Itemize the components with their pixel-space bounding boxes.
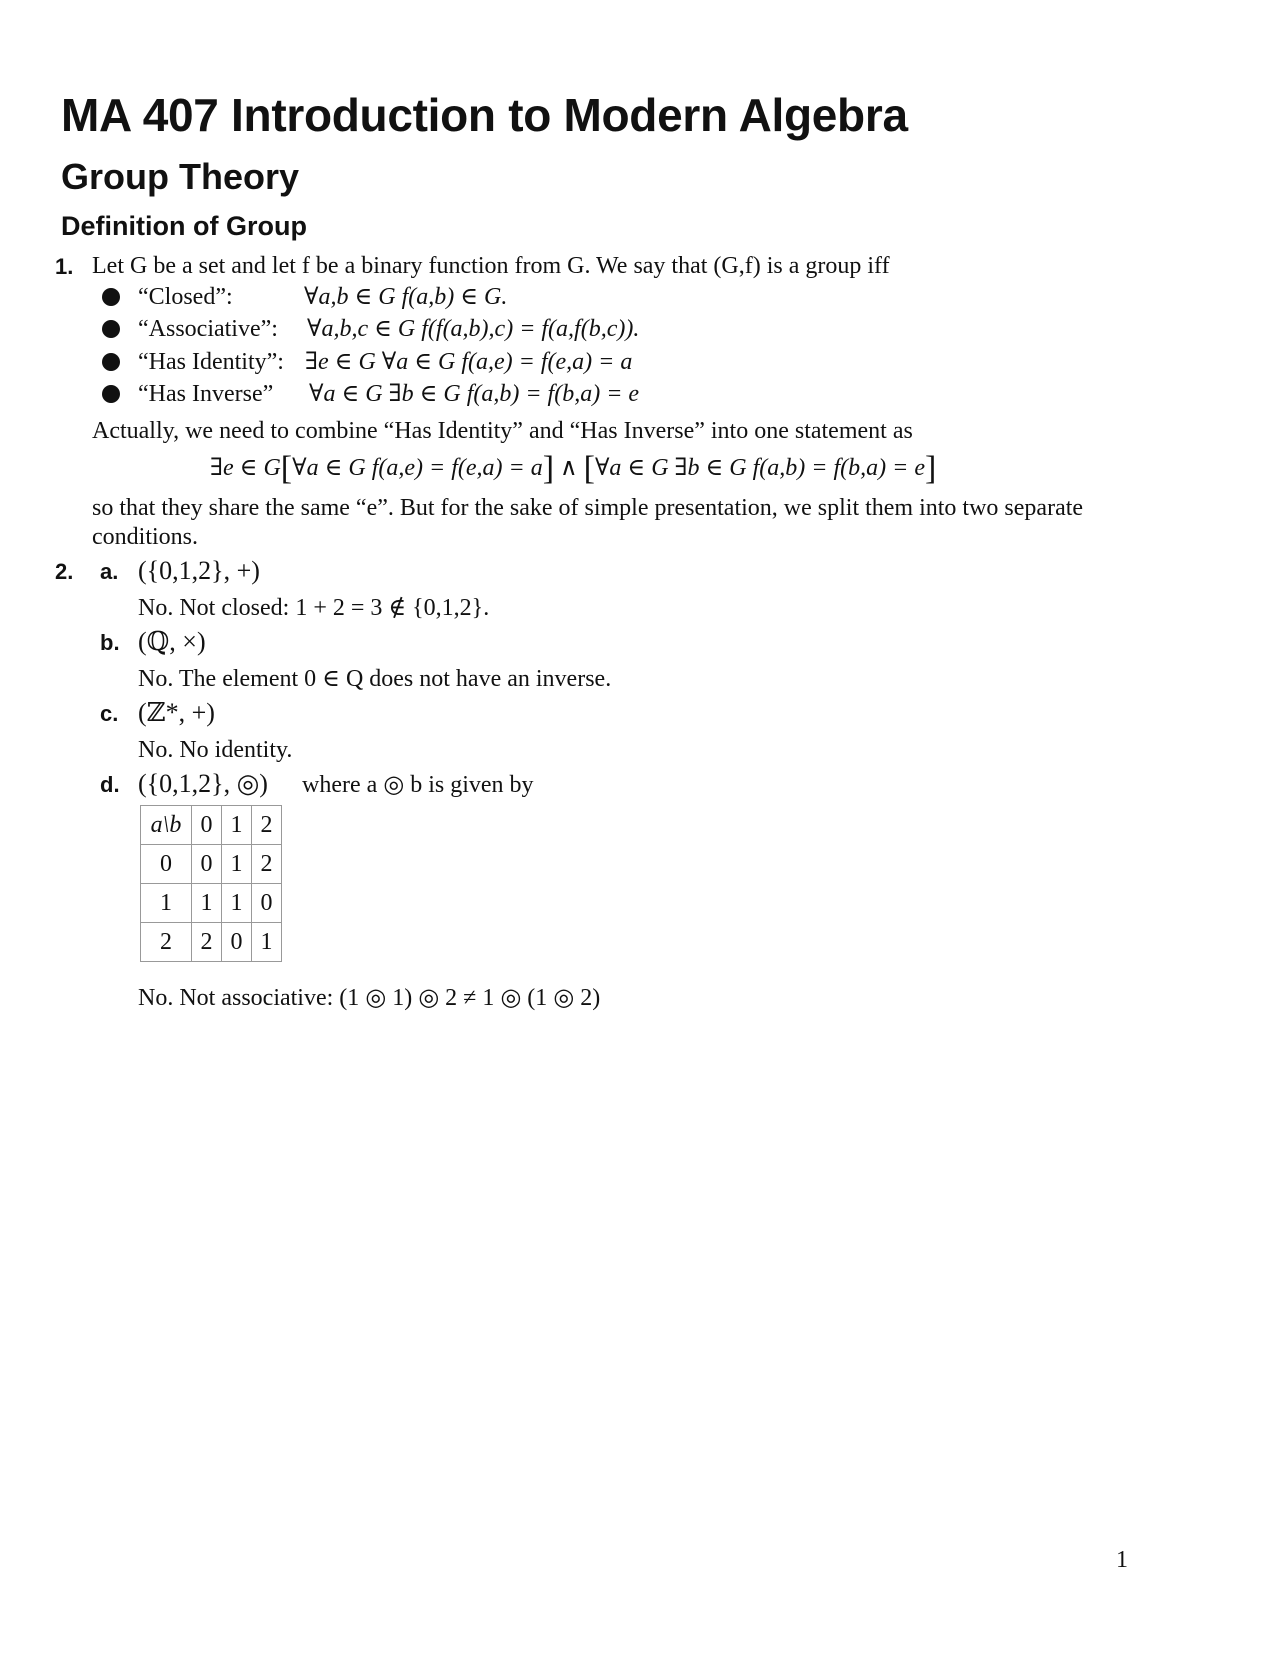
page-number: 1 [1116, 1547, 1128, 1573]
bullet-formula: ∃e ∈ G ∀a ∈ G f(a,e) = f(e,a) = a [305, 349, 633, 375]
table-header-row [141, 806, 282, 845]
bullet-formula: ∀a ∈ G ∃b ∈ G f(a,b) = f(b,a) = e [309, 381, 640, 407]
bullet-icon [102, 320, 120, 338]
table-cell: 0 [252, 884, 282, 923]
bullet-label: “Has Inverse” [138, 381, 274, 407]
table-cell: 2 [252, 845, 282, 884]
part-set: (ℤ*, +) [138, 698, 215, 727]
bullet-label: “Closed”: [138, 284, 233, 310]
table-cell: 1 [222, 845, 252, 884]
bullet-label: “Associative”: [138, 316, 278, 342]
table-cell: 1 [141, 884, 192, 923]
table-cell: 1 [252, 923, 282, 962]
part-letter: c. [100, 701, 119, 726]
table-cell: 1 [192, 884, 222, 923]
bullet-icon [102, 385, 120, 403]
part-set: (ℚ, ×) [138, 627, 206, 656]
operation-table [140, 805, 282, 962]
part-answer: No. The element 0 ∈ Q does not have an inverse. [138, 666, 612, 692]
logical-and: ∧ [560, 455, 578, 481]
part-set: ({0,1,2}, +) [138, 556, 260, 585]
table-cell: 0 [192, 845, 222, 884]
chapter-heading: Group Theory [61, 156, 300, 197]
part-letter: d. [100, 772, 120, 797]
part-letter: a. [100, 559, 119, 584]
part-letter: b. [100, 630, 120, 655]
note-line: conditions. [92, 524, 198, 550]
bullet-formula: ∀a,b ∈ G f(a,b) ∈ G. [304, 284, 508, 310]
item-number: 2. [55, 559, 74, 584]
note-line: so that they share the same “e”. But for the sake of simple presentation, we split them into two separate [92, 495, 1084, 521]
part-where: where a ◎ b is given by [302, 772, 534, 798]
item-number: 1. [55, 254, 74, 279]
section-heading: Definition of Group [61, 211, 307, 241]
table-cell: 0 [222, 923, 252, 962]
part-answer: No. Not closed: 1 + 2 = 3 ∉ {0,1,2}. [138, 595, 490, 621]
table-cell: 1 [222, 884, 252, 923]
table-cell: 2 [252, 806, 282, 845]
bullet-icon [102, 288, 120, 306]
combined-part2: ∀a ∈ G ∃b ∈ G f(a,b) = f(b,a) = e [594, 455, 925, 481]
bullet-label: “Has Identity”: [138, 349, 284, 375]
table-cell: 2 [192, 923, 222, 962]
table-cell: 2 [141, 923, 192, 962]
combined-part1: ∀a ∈ G f(a,e) = f(e,a) = a [292, 455, 543, 481]
page-title: MA 407 Introduction to Modern Algebra [61, 89, 908, 141]
combined-formula: ∃e ∈ G[∀a ∈ G f(a,e) = f(e,a) = a] ∧ [∀a ∈ G ∃b ∈ G f(a,b) = f(b,a) = e] [210, 450, 937, 487]
table-row [141, 884, 282, 923]
table-cell: 0 [141, 845, 192, 884]
part-answer: No. Not associative: (1 ◎ 1) ◎ 2 ≠ 1 ◎ (1 ◎ 2) [138, 985, 601, 1011]
table-row [141, 845, 282, 884]
table-cell: 1 [222, 806, 252, 845]
definition-intro: Let G be a set and let f be a binary function from G. We say that (G,f) is a group iff [92, 253, 890, 279]
table-cell: a\b [141, 806, 192, 845]
part-set: ({0,1,2}, ◎) [138, 769, 268, 798]
part-answer: No. No identity. [138, 737, 293, 763]
combined-prefix: ∃e ∈ G [210, 455, 281, 481]
table-cell: 0 [192, 806, 222, 845]
bullet-icon [102, 353, 120, 371]
combine-text: Actually, we need to combine “Has Identity” and “Has Inverse” into one statement as [92, 418, 913, 444]
table-row [141, 923, 282, 962]
bullet-formula: ∀a,b,c ∈ G f(f(a,b),c) = f(a,f(b,c)). [307, 316, 640, 342]
